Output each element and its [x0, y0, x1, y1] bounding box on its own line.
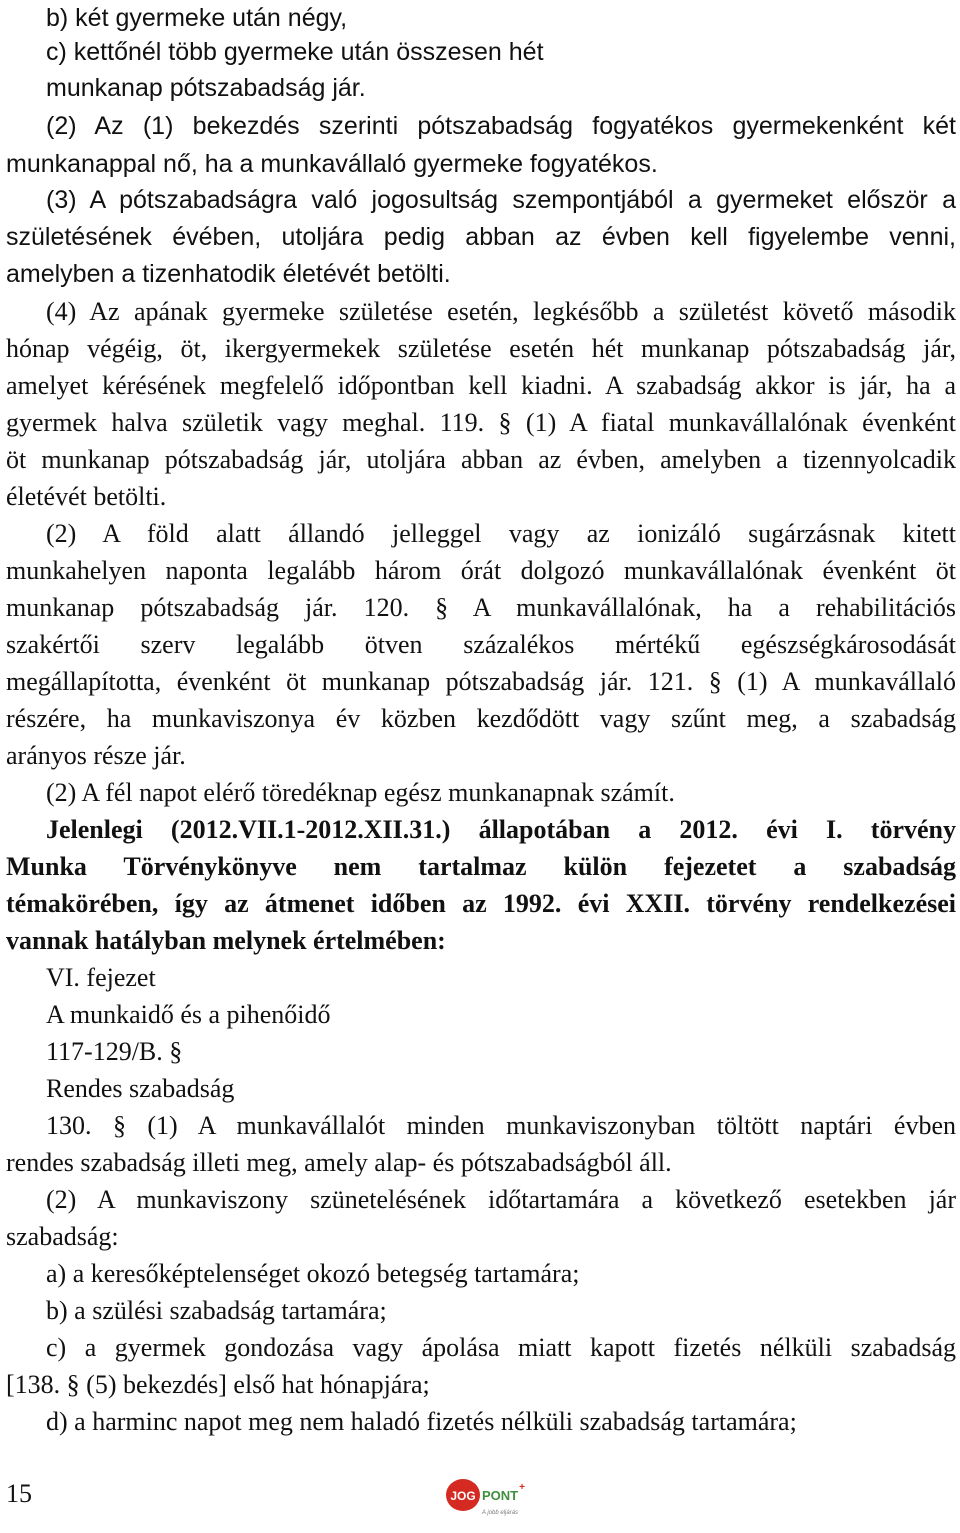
text-line: megállapította, évenként öt munkanap pótszabadság jár. 121. § (1) A munkavállaló	[6, 667, 956, 696]
text-line: amelyet kérésének megfelelő időpontban kell kiadni. A szabadság akkor is jár, ha a	[6, 371, 956, 400]
text-line: életévét betölti.	[6, 482, 167, 511]
text-line: születésének évében, utoljára pedig abban az évben kell figyelembe venni,	[6, 223, 956, 251]
text-line: Jelenlegi (2012.VII.1-2012.XII.31.) állapotában a 2012. évi I. törvény	[46, 815, 956, 844]
text-line: a) a keresőképtelenséget okozó betegség tartamára;	[46, 1259, 580, 1288]
text-line: c) kettőnél több gyermeke után összesen hét	[46, 38, 544, 66]
text-line: (2) A föld alatt állandó jelleggel vagy az ionizáló sugárzásnak kitett	[46, 519, 956, 548]
text-line: d) a harminc napot meg nem haladó fizetés nélküli szabadság tartamára;	[46, 1407, 797, 1436]
text-line: b) két gyermeke után négy,	[46, 4, 348, 32]
text-line: munkanap pótszabadság jár.	[46, 74, 366, 102]
text-line: [138. § (5) bekezdés] első hat hónapjára;	[6, 1370, 430, 1399]
text-line: A munkaidő és a pihenőidő	[46, 1000, 331, 1029]
text-line: (2) A fél napot elérő töredéknap egész munkanapnak számít.	[46, 778, 675, 807]
text-line: (3) A pótszabadságra való jogosultság szempontjából a gyermeket először a	[46, 186, 956, 214]
logo-pont-text: PONT	[481, 1488, 519, 1503]
text-line: c) a gyermek gondozása vagy ápolása miatt kapott fizetés nélküli szabadság	[46, 1333, 956, 1362]
text-line: vannak hatályban melynek értelmében:	[6, 926, 446, 955]
text-line: b) a szülési szabadság tartamára;	[46, 1296, 387, 1325]
text-line: amelyben a tizenhatodik életévét betölti.	[6, 260, 451, 288]
logo-plus-icon: +	[519, 1482, 525, 1493]
text-line: munkahelyen naponta legalább három órát dolgozó munkavállalónak évenként öt	[6, 556, 956, 585]
text-line: VI. fejezet	[46, 963, 156, 992]
text-line: (4) Az apának gyermeke születése esetén, legkésőbb a születést követő második	[46, 297, 956, 326]
text-line: részére, ha munkaviszonya év közben kezdődött vagy szűnt meg, a szabadság	[6, 704, 956, 733]
jogpont-logo	[446, 1478, 526, 1524]
logo-jog-text: JOG	[450, 1489, 476, 1503]
text-line: 130. § (1) A munkavállalót minden munkaviszonyban töltött naptári évben	[46, 1111, 956, 1140]
text-line: Rendes szabadság	[46, 1074, 235, 1103]
text-line: munkanappal nő, ha a munkavállaló gyermeke fogyatékos.	[6, 150, 658, 178]
text-line: 117-129/B. §	[46, 1037, 183, 1066]
text-line: öt munkanap pótszabadság jár, utoljára abban az évben, amelyben a tizennyolcadik	[6, 445, 956, 474]
text-line: arányos része jár.	[6, 741, 186, 770]
text-line: hónap végéig, öt, ikergyermekek születése esetén hét munkanap pótszabadság jár,	[6, 334, 956, 363]
text-line: (2) A munkaviszony szünetelésének időtartamára a következő esetekben jár	[46, 1185, 956, 1214]
text-line: Munka Törvénykönyve nem tartalmaz külön fejezetet a szabadság	[6, 852, 956, 881]
logo-tagline: A jobb eljárás	[481, 1510, 519, 1516]
text-line: témakörében, így az átmenet időben az 1992. évi XXII. törvény rendelkezései	[6, 889, 956, 918]
text-line: munkanap pótszabadság jár. 120. § A munkavállalónak, ha a rehabilitációs	[6, 593, 956, 622]
text-line: (2) Az (1) bekezdés szerinti pótszabadság fogyatékos gyermekenként két	[46, 112, 956, 140]
text-line: rendes szabadság illeti meg, amely alap- és pótszabadságból áll.	[6, 1148, 672, 1177]
text-line: gyermek halva születik vagy meghal. 119. § (1) A fiatal munkavállalónak évenként	[6, 408, 956, 437]
text-line: szabadság:	[6, 1222, 119, 1251]
page-number: 15	[6, 1479, 32, 1508]
text-line: szakértői szerv legalább ötven százalékos mértékű egészségkárosodását	[6, 630, 956, 659]
